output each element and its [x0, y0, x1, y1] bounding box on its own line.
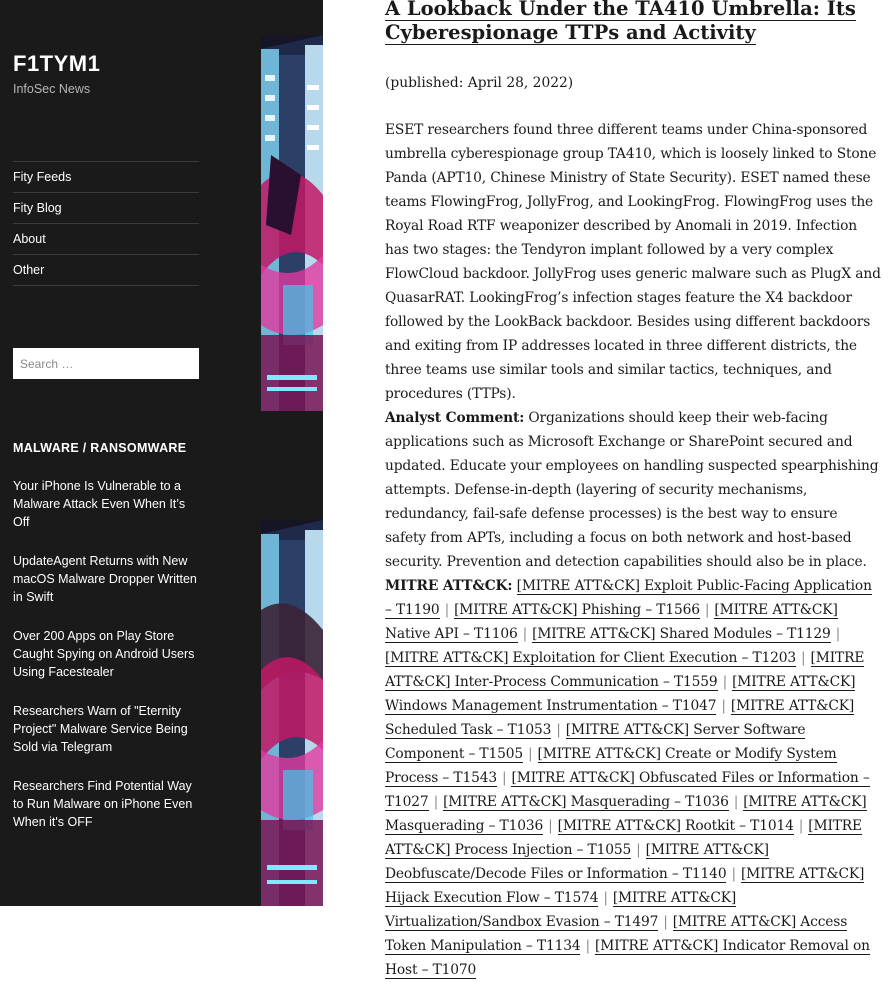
sidebar-decorative-art	[261, 35, 323, 411]
link-separator: |	[733, 794, 739, 810]
mitre-attack-link[interactable]: [MITRE ATT&CK] Obfuscated Files or Information – T1027	[385, 770, 870, 810]
menu-item-other[interactable]: Other	[13, 255, 199, 286]
link-separator: |	[501, 770, 507, 786]
menu-item-fity-feeds[interactable]: Fity Feeds	[13, 162, 199, 193]
site-title[interactable]: F1TYM1	[13, 51, 101, 76]
link-separator: |	[556, 722, 561, 738]
mitre-attack-link[interactable]: [MITRE ATT&CK] Shared Modules – T1129	[532, 626, 831, 642]
mitre-attack-link[interactable]: [MITRE ATT&CK] Deobfuscate/Decode Files or Information – T1140	[385, 842, 769, 882]
mitre-label: MITRE ATT&CK:	[385, 578, 513, 594]
article-body	[385, 118, 881, 982]
mitre-attack-link[interactable]: [MITRE ATT&CK] Windows Management Instrumentation – T1047	[385, 674, 856, 714]
mitre-attack-link[interactable]: [MITRE ATT&CK] Inter-Process Communication – T1559	[385, 650, 865, 690]
menu-item-fity-blog[interactable]: Fity Blog	[13, 193, 199, 224]
article-title[interactable]	[385, 0, 865, 45]
mitre-links	[385, 578, 872, 978]
mitre-attack-link[interactable]: [MITRE ATT&CK] Server Software Component – T1505	[385, 722, 806, 762]
recent-posts-list	[13, 477, 203, 852]
link-separator: |	[722, 674, 728, 690]
mitre-attack-link[interactable]: [MITRE ATT&CK] Process Injection – T1055	[385, 818, 862, 858]
post-link[interactable]: Researchers Warn of "Eternity Project" Malware Service Being Sold via Telegram	[13, 704, 188, 754]
post-link[interactable]: Your iPhone Is Vulnerable to a Malware Attack Even When It’s Off	[13, 479, 186, 529]
link-separator: |	[663, 914, 668, 930]
link-separator: |	[548, 818, 553, 834]
widget-title: MALWARE / RANSOMWARE	[13, 441, 187, 455]
analyst-comment-label: Analyst Comment:	[385, 410, 525, 426]
mitre-attack-link[interactable]: [MITRE ATT&CK] Masquerading – T1036	[385, 794, 867, 834]
post-link[interactable]: Over 200 Apps on Play Store Caught Spying on Android Users Using Facestealer	[13, 629, 195, 679]
mitre-attack-link[interactable]: [MITRE ATT&CK] Phishing – T1566	[454, 602, 700, 618]
article-summary: ESET researchers found three different teams under China-sponsored umbrella cyberespionage group TA410, which is loosely linked to Stone Panda (APT10, Chinese Ministry of State Security). ESET named these teams FlowingFrog, JollyFrog, and LookingFrog. FlowingFrog uses the Royal Road RTF weaponizer described by Anomali in 2019. Infection has two stages: the Tendyron implant followed by a very complex FlowCloud backdoor. JollyFrog uses generic malware such as PlugX and QuasarRAT. LookingFrog’s infection stages feature the X4 backdoor followed by the LookBack backdoor. Besides using different backdoors and exiting from IP addresses located in three different districts, the three teams use similar tools and similar tactics, techniques, and procedures (TTPs).	[385, 122, 881, 402]
link-separator: |	[528, 746, 533, 762]
sidebar	[0, 0, 323, 906]
mitre-attack-link[interactable]: [MITRE ATT&CK] Access Token Manipulation – T1134	[385, 914, 848, 954]
link-separator: |	[835, 626, 841, 642]
article-title-link[interactable]: A Lookback Under the TA410 Umbrella: Its Cyberespionage TTPs and Activity	[385, 0, 856, 45]
mitre-attack-link[interactable]: [MITRE ATT&CK] Create or Modify System Process – T1543	[385, 746, 837, 786]
search-input[interactable]	[13, 348, 199, 379]
mitre-attack-link[interactable]: [MITRE ATT&CK] Exploit Public-Facing Application – T1190	[385, 578, 872, 618]
link-separator: |	[603, 890, 608, 906]
mitre-section	[385, 574, 881, 982]
link-separator: |	[433, 794, 439, 810]
sidebar-decorative-art-2	[261, 520, 323, 906]
mitre-attack-link[interactable]: [MITRE ATT&CK] Hijack Execution Flow – T1574	[385, 866, 865, 906]
mitre-attack-link[interactable]: [MITRE ATT&CK] Indicator Removal on Host – T1070	[385, 938, 870, 978]
main-menu	[13, 161, 199, 286]
mitre-attack-link[interactable]: [MITRE ATT&CK] Virtualization/Sandbox Evasion – T1497	[385, 890, 737, 930]
published-date: (published: April 28, 2022)	[385, 75, 574, 91]
mitre-attack-link[interactable]: [MITRE ATT&CK] Scheduled Task – T1053	[385, 698, 855, 738]
post-link[interactable]: Researchers Find Potential Way to Run Malware on iPhone Even When it's OFF	[13, 779, 193, 829]
mitre-attack-link[interactable]: [MITRE ATT&CK] Rootkit – T1014	[557, 818, 794, 834]
post-link[interactable]: UpdateAgent Returns with New macOS Malware Dropper Written in Swift	[13, 554, 197, 604]
site-description: InfoSec News	[13, 82, 91, 96]
mitre-attack-link[interactable]: [MITRE ATT&CK] Exploitation for Client Execution – T1203	[385, 650, 797, 666]
link-separator: |	[731, 866, 736, 882]
link-separator: |	[636, 842, 641, 858]
analyst-comment	[385, 406, 881, 574]
analyst-comment-text: Organizations should keep their web-facing applications such as Microsoft Exchange or SharePoint secured and updated. Educate your employees on handling suspected spearphishing attempts. Defense-in-depth (layering of security mechanisms, redundancy, fail-safe defense processes) is the best way to ensure safety from APTs, including a focus on both network and host-based security. Prevention and detection capabilities should also be in place.	[385, 410, 879, 570]
link-separator: |	[444, 602, 450, 618]
mitre-attack-link[interactable]: [MITRE ATT&CK] Masquerading – T1036	[443, 794, 729, 810]
menu-item-about[interactable]: About	[13, 224, 199, 255]
link-separator: |	[585, 938, 590, 954]
link-separator: |	[522, 626, 528, 642]
link-separator: |	[721, 698, 726, 714]
mitre-attack-link[interactable]: [MITRE ATT&CK] Native API – T1106	[385, 602, 838, 642]
link-separator: |	[798, 818, 804, 834]
link-separator: |	[801, 650, 806, 666]
link-separator: |	[704, 602, 710, 618]
